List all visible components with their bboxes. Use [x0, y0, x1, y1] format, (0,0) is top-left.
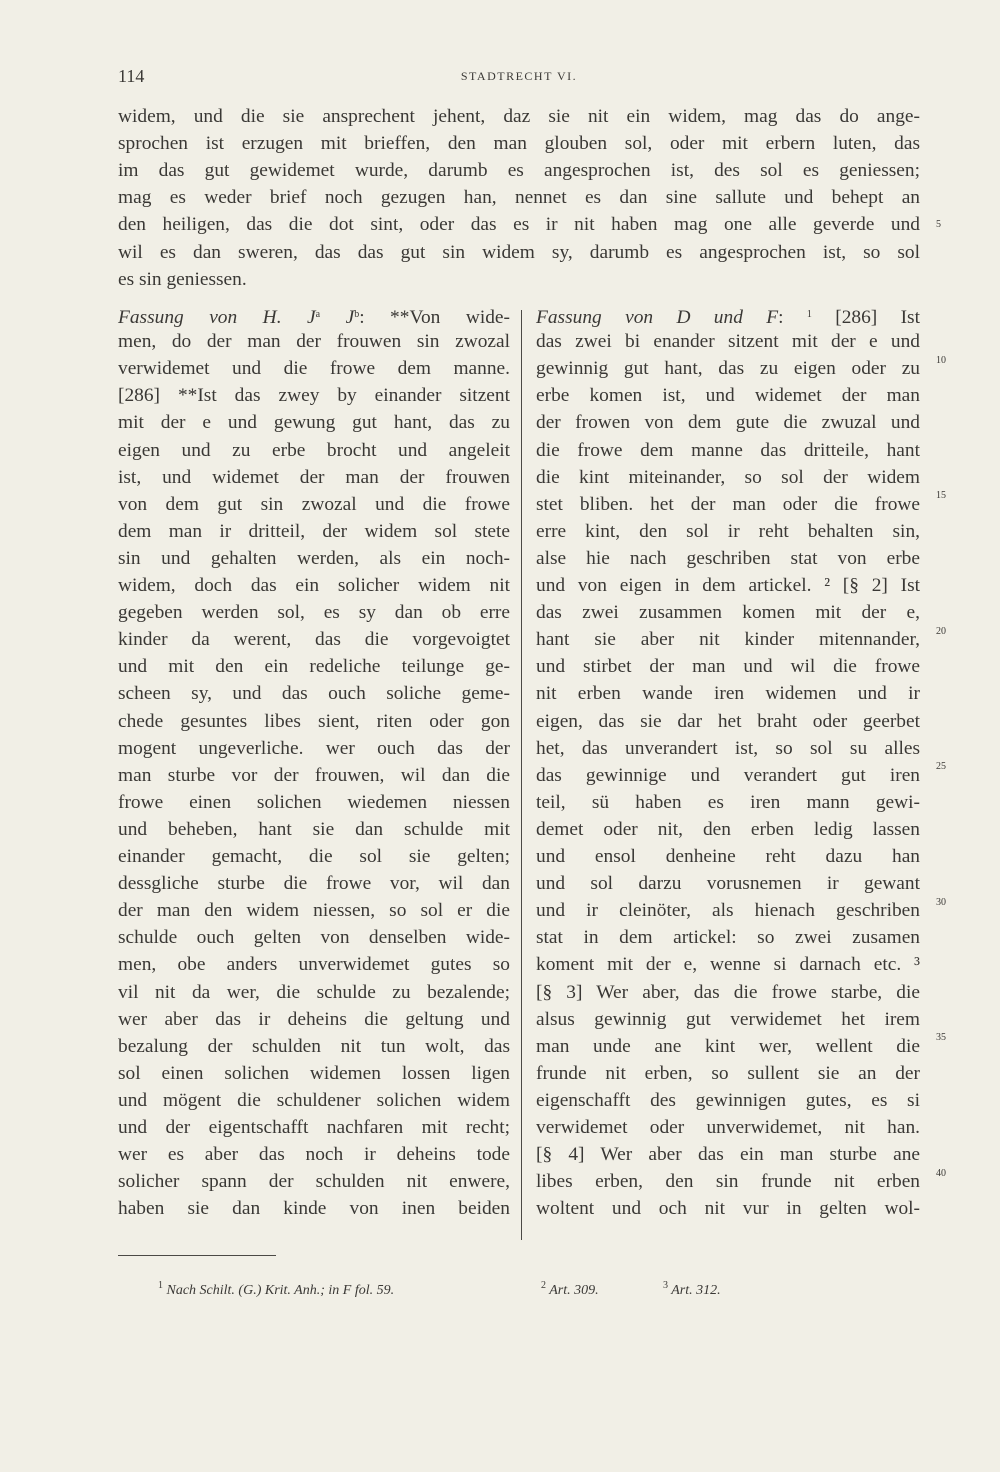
left-column-line: solicher spann der schulden nit enwere,	[118, 1171, 510, 1193]
right-column-line: erbe komen ist, und widemet der man	[536, 385, 920, 407]
footnote	[158, 1280, 394, 1299]
right-column-line: alsus gewinnig gut verwidemet het irem	[536, 1008, 920, 1030]
left-column-line: widem, doch das ein solicher widem nit	[118, 575, 510, 596]
left-column-line: wer aber das ir deheins die geltung und	[118, 1008, 510, 1030]
intro-line: wil es dan sweren, das das gut sin widem sy, darumb es angesprochen ist, so sol	[118, 241, 920, 263]
left-column-line: und mögent die schuldener solichen widem	[118, 1089, 510, 1111]
right-column-line: nit erben wande iren widemen und ir	[536, 683, 920, 705]
intro-line: sprochen ist erzugen mit brieffen, den man glouben sol, oder mit erbern luten, das	[118, 133, 920, 155]
right-column-heading	[536, 301, 920, 331]
footnote-text: Art. 312.	[668, 1283, 721, 1298]
right-column-line: und ir cleinöter, als hienach geschriben	[536, 900, 920, 922]
intro-line: widem, und die sie ansprechent jehent, daz sie nit ein widem, mag das do ange-	[118, 106, 920, 127]
footnote-mark: 1	[158, 1280, 163, 1291]
left-heading-mid: J	[320, 307, 355, 328]
left-column-line: chede gesuntes libes sient, riten oder gon	[118, 710, 510, 732]
left-column-line: und der eigentschafft nachfaren mit recht;	[118, 1117, 510, 1138]
right-heading-colon: :	[778, 307, 807, 328]
footnote-mark: 3	[663, 1280, 668, 1291]
left-column-line: kinder da werent, das die vorgevoigtet	[118, 629, 510, 651]
right-column-line: die kint miteinander, so sol der widem	[536, 466, 920, 488]
page-number: 114	[118, 66, 145, 86]
right-column-line: alse hie nach geschriben stat von erbe	[536, 547, 920, 569]
right-column-line: erre kint, den sol ir reht behalten sin,	[536, 520, 920, 542]
footnote	[663, 1280, 721, 1299]
right-column-line: teil, sü haben es iren mann gewi-	[536, 791, 920, 813]
line-number: 15	[936, 490, 946, 502]
intro-line: mag es weder brief noch gezugen han, nennet es dan sine sallute und behept an	[118, 187, 920, 209]
left-column-line: von dem gut sin zwozal und die frowe	[118, 493, 510, 515]
left-column-line: verwidemet und die frowe dem manne.	[118, 358, 510, 380]
right-column-line: stet bliben. het der man oder die frowe	[536, 493, 920, 515]
left-column-line: der man den widem niessen, so sol er die	[118, 900, 510, 922]
right-column-line: und sol darzu vorusnemen ir gewant	[536, 873, 920, 895]
right-column-line: stat in dem artickel: so zwei zusamen	[536, 927, 920, 949]
right-column-line: gewinnig gut hant, das zu eigen oder zu	[536, 358, 920, 380]
left-column-line: vil nit da wer, die schulde zu bezalende;	[118, 981, 510, 1003]
left-heading-italic: Fassung von H. J	[118, 307, 316, 328]
right-column-line: frunde nit erben, so sullent sie an der	[536, 1062, 920, 1084]
right-heading-rest: [286] Ist	[811, 307, 920, 328]
left-heading-rest: : **Von wide-	[359, 307, 510, 328]
left-heading-sup-b: b	[354, 309, 360, 320]
column-divider	[521, 310, 522, 1240]
left-column-line: scheen sy, und das ouch soliche geme-	[118, 683, 510, 705]
right-column-line: man unde ane kint wer, wellent die	[536, 1035, 920, 1057]
left-column-line: bezalung der schulden nit tun wolt, das	[118, 1035, 510, 1057]
left-column-heading	[118, 301, 510, 331]
line-number: 10	[936, 354, 946, 366]
line-number: 20	[936, 625, 946, 637]
page-header	[118, 66, 920, 90]
left-column-line: man sturbe vor der frouwen, wil dan die	[118, 764, 510, 786]
right-column-line: und ensol denheine reht dazu han	[536, 846, 920, 867]
line-number: 30	[936, 896, 946, 908]
left-column-line: men, do der man der frouwen sin zwozal	[118, 331, 510, 353]
right-heading-sup: 1	[806, 309, 812, 320]
right-column-line: die frowe dem manne das dritteile, hant	[536, 439, 920, 461]
right-column-line: und von eigen in dem artickel. ² [§ 2] Ist	[536, 575, 920, 596]
footnote-rule	[118, 1255, 276, 1256]
left-column-line: und beheben, hant sie dan schulde mit	[118, 818, 510, 840]
left-column-line: wer es aber das noch ir deheins tode	[118, 1144, 510, 1166]
right-column-line: eigenschafft des gewinnigen gutes, es si	[536, 1089, 920, 1111]
running-head: STADTRECHT VI.	[460, 69, 578, 83]
left-column-line: dem man ir dritteil, der widem sol stete	[118, 520, 510, 542]
right-column-line: demet oder nit, den erben ledig lassen	[536, 818, 920, 840]
right-column-line: das zwei bi enander sitzent mit der e und	[536, 331, 920, 353]
left-column-line: und mit den ein redeliche teilunge ge-	[118, 656, 510, 678]
right-column-line: woltent und och nit vur in gelten wol-	[536, 1198, 920, 1220]
right-heading-italic: Fassung von D und F	[536, 307, 779, 328]
left-column-line: gegeben werden sol, es sy dan ob erre	[118, 602, 510, 624]
right-column-line: hant sie aber nit kinder mitennander,	[536, 629, 920, 651]
right-column-line: das gewinnige und verandert gut iren	[536, 764, 920, 786]
left-column-line: haben sie dan kinde von inen beiden	[118, 1198, 510, 1220]
intro-line: es sin geniessen.	[118, 268, 247, 290]
footnote-text: Art. 309.	[546, 1283, 599, 1298]
footnote-mark: 2	[541, 1280, 546, 1291]
footnote	[541, 1280, 599, 1299]
left-column-line: dessgliche sturbe die frowe vor, wil dan	[118, 873, 510, 895]
right-column-line: eigen, das sie dar het braht oder geerbet	[536, 710, 920, 732]
line-number: 40	[936, 1167, 946, 1179]
line-number: 35	[936, 1032, 946, 1044]
intro-line: den heiligen, das die dot sint, oder das es ir nit haben mag one alle geverde und	[118, 214, 920, 236]
right-column-line: libes erben, den sin frunde nit erben	[536, 1171, 920, 1193]
left-column-line: sin und gehalten werden, als ein noch-	[118, 547, 510, 569]
left-column-line: sol einen solichen widemen lossen ligen	[118, 1062, 510, 1084]
left-column-line: [286] **Ist das zwey by einander sitzent	[118, 385, 510, 407]
right-column-line: der frowen von dem gute die zwuzal und	[536, 412, 920, 434]
footnote-text: Nach Schilt. (G.) Krit. Anh.; in F fol. 59.	[163, 1283, 395, 1298]
right-column-line: [§ 3] Wer aber, das die frowe starbe, die	[536, 981, 920, 1003]
intro-line: im das gut gewidemet wurde, darumb es angesprochen ist, des sol es geniessen;	[118, 160, 920, 182]
right-column-line: verwidemet oder unverwidemet, nit han.	[536, 1117, 920, 1138]
left-column-line: eigen und zu erbe brocht und angeleit	[118, 439, 510, 461]
left-column-line: mit der e und gewung gut hant, das zu	[118, 412, 510, 434]
left-column-line: men, obe anders unverwidemet gutes so	[118, 954, 510, 976]
left-column-line: ist, und widemet der man der frouwen	[118, 466, 510, 488]
left-heading-sup-a: a	[315, 309, 321, 320]
left-column-line: frowe einen solichen wiedemen niessen	[118, 791, 510, 813]
right-column-line: das zwei zusammen komen mit der e,	[536, 602, 920, 624]
line-number: 5	[936, 219, 941, 231]
line-number: 25	[936, 761, 946, 773]
left-column-line: einander gemacht, die sol sie gelten;	[118, 846, 510, 867]
right-column-line: und stirbet der man und wil die frowe	[536, 656, 920, 678]
right-column-line: het, das unverandert ist, so sol su alles	[536, 737, 920, 759]
right-column-line: [§ 4] Wer aber das ein man sturbe ane	[536, 1144, 920, 1166]
left-column-line: schulde ouch gelten von denselben wide-	[118, 927, 510, 949]
right-column-line: koment mit der e, wenne si darnach etc. ³	[536, 954, 920, 976]
left-column-line: mogent ungeverliche. wer ouch das der	[118, 737, 510, 759]
